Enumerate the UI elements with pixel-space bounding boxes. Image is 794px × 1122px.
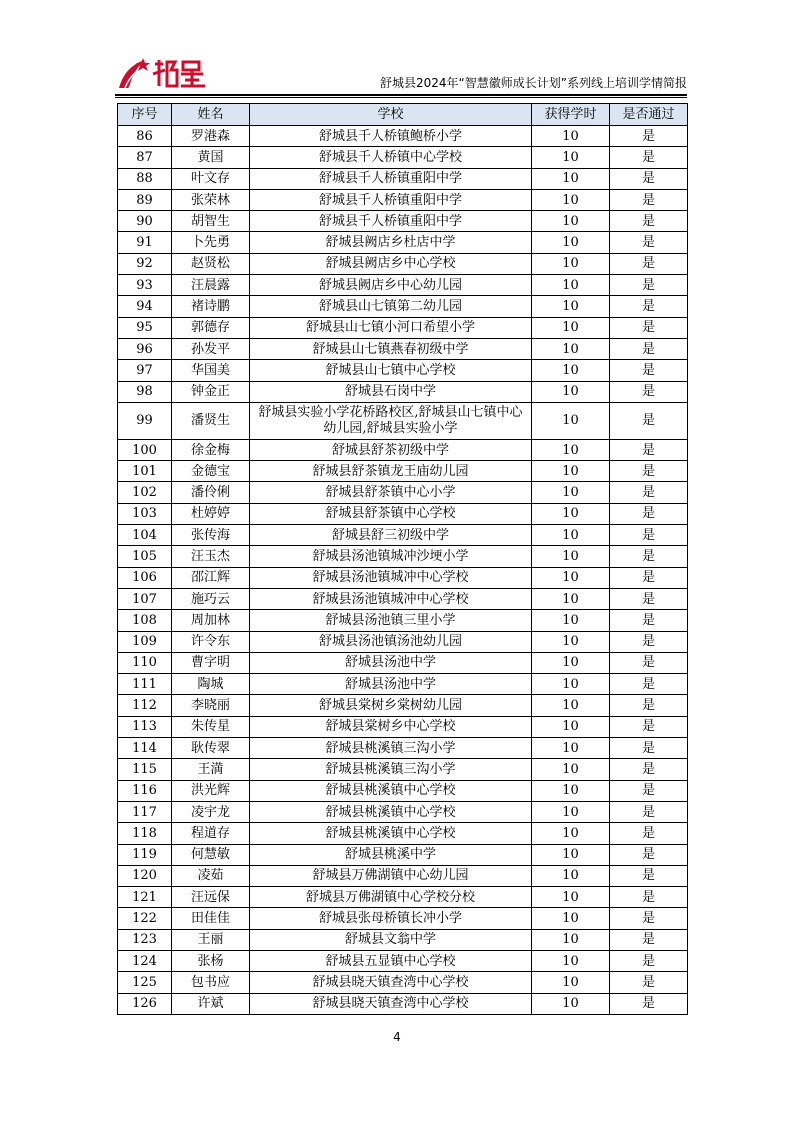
- cell-index: 121: [118, 887, 172, 908]
- cell-passed: 是: [610, 275, 688, 296]
- cell-name: 褚诗鹏: [172, 296, 250, 317]
- cell-name: 何慧敏: [172, 844, 250, 865]
- cell-index: 117: [118, 801, 172, 822]
- cell-index: 109: [118, 631, 172, 652]
- cell-passed: 是: [610, 546, 688, 567]
- cell-hours: 10: [532, 126, 610, 147]
- cell-school: 舒城县山七镇燕春初级中学: [250, 338, 532, 359]
- cell-hours: 10: [532, 439, 610, 460]
- table-row: [118, 439, 688, 460]
- cell-index: 112: [118, 695, 172, 716]
- table-row: [118, 950, 688, 971]
- cell-hours: 10: [532, 232, 610, 253]
- cell-index: 113: [118, 716, 172, 737]
- cell-passed: 是: [610, 844, 688, 865]
- cell-passed: 是: [610, 887, 688, 908]
- cell-name: 钟金正: [172, 381, 250, 402]
- cell-name: 徐金梅: [172, 439, 250, 460]
- table-body: [118, 126, 688, 1015]
- table-row: [118, 317, 688, 338]
- cell-index: 95: [118, 317, 172, 338]
- table-row: [118, 759, 688, 780]
- table-row: [118, 716, 688, 737]
- cell-school: 舒城县汤池中学: [250, 652, 532, 673]
- cell-index: 118: [118, 823, 172, 844]
- cell-hours: 10: [532, 929, 610, 950]
- cell-hours: 10: [532, 865, 610, 886]
- cell-index: 99: [118, 402, 172, 439]
- cell-index: 122: [118, 908, 172, 929]
- table-row: [118, 525, 688, 546]
- cell-school: 舒城县汤池镇汤池幼儿园: [250, 631, 532, 652]
- cell-index: 103: [118, 503, 172, 524]
- cell-hours: 10: [532, 588, 610, 609]
- cell-school: 舒城县实验小学花桥路校区,舒城县山七镇中心幼儿园,舒城县实验小学: [250, 402, 532, 439]
- cell-index: 120: [118, 865, 172, 886]
- report-title: 舒城县2024年“智慧徽师成长计划”系列线上培训学情简报: [380, 76, 687, 90]
- cell-hours: 10: [532, 317, 610, 338]
- cell-hours: 10: [532, 296, 610, 317]
- cell-index: 90: [118, 211, 172, 232]
- table-row: [118, 738, 688, 759]
- header-divider: [115, 94, 687, 96]
- cell-hours: 10: [532, 716, 610, 737]
- cell-school: 舒城县千人桥镇重阳中学: [250, 211, 532, 232]
- cell-hours: 10: [532, 253, 610, 274]
- cell-name: 王満: [172, 759, 250, 780]
- cell-school: 舒城县汤池镇城冲沙埂小学: [250, 546, 532, 567]
- table-row: [118, 381, 688, 402]
- cell-passed: 是: [610, 126, 688, 147]
- table-row: [118, 993, 688, 1014]
- cell-index: 102: [118, 482, 172, 503]
- cell-passed: 是: [610, 381, 688, 402]
- cell-school: 舒城县万佛湖镇中心学校分校: [250, 887, 532, 908]
- cell-hours: 10: [532, 972, 610, 993]
- cell-name: 张传海: [172, 525, 250, 546]
- cell-hours: 10: [532, 674, 610, 695]
- cell-hours: 10: [532, 482, 610, 503]
- cell-index: 94: [118, 296, 172, 317]
- cell-name: 周加林: [172, 610, 250, 631]
- cell-name: 李晓丽: [172, 695, 250, 716]
- table-row: [118, 929, 688, 950]
- cell-index: 101: [118, 461, 172, 482]
- table-row: [118, 232, 688, 253]
- cell-index: 86: [118, 126, 172, 147]
- cell-name: 黄国: [172, 147, 250, 168]
- table-row: [118, 610, 688, 631]
- cell-passed: 是: [610, 801, 688, 822]
- cell-school: 舒城县舒茶镇龙王庙幼儿园: [250, 461, 532, 482]
- table-row: [118, 168, 688, 189]
- cell-name: 罗港森: [172, 126, 250, 147]
- column-header-passed: 是否通过: [610, 104, 688, 126]
- cell-passed: 是: [610, 950, 688, 971]
- cell-passed: 是: [610, 652, 688, 673]
- cell-index: 89: [118, 189, 172, 210]
- cell-school: 舒城县舒茶镇中心学校: [250, 503, 532, 524]
- cell-hours: 10: [532, 695, 610, 716]
- cell-hours: 10: [532, 908, 610, 929]
- table-header-row: [118, 104, 688, 126]
- cell-school: 舒城县山七镇中心学校: [250, 360, 532, 381]
- table-row: [118, 482, 688, 503]
- cell-school: 舒城县桃溪镇三沟小学: [250, 738, 532, 759]
- cell-index: 93: [118, 275, 172, 296]
- cell-school: 舒城县山七镇第二幼儿园: [250, 296, 532, 317]
- page-number: 4: [393, 1030, 401, 1044]
- cell-school: 舒城县千人桥镇重阳中学: [250, 189, 532, 210]
- cell-school: 舒城县桃溪镇中心学校: [250, 801, 532, 822]
- table-row: [118, 801, 688, 822]
- cell-school: 舒城县桃溪镇中心学校: [250, 780, 532, 801]
- cell-school: 舒城县千人桥镇重阳中学: [250, 168, 532, 189]
- cell-index: 88: [118, 168, 172, 189]
- cell-school: 舒城县舒茶初级中学: [250, 439, 532, 460]
- header-divider-thin: [115, 97, 687, 98]
- cell-index: 96: [118, 338, 172, 359]
- cell-school: 舒城县晓天镇查湾中心学校: [250, 993, 532, 1014]
- cell-name: 潘伶俐: [172, 482, 250, 503]
- cell-school: 舒城县文翁中学: [250, 929, 532, 950]
- cell-name: 赵贤松: [172, 253, 250, 274]
- cell-name: 杜婷婷: [172, 503, 250, 524]
- cell-passed: 是: [610, 189, 688, 210]
- cell-index: 100: [118, 439, 172, 460]
- cell-passed: 是: [610, 993, 688, 1014]
- cell-passed: 是: [610, 296, 688, 317]
- cell-name: 凌茹: [172, 865, 250, 886]
- table-row: [118, 338, 688, 359]
- cell-school: 舒城县汤池镇三里小学: [250, 610, 532, 631]
- cell-school: 舒城县桃溪镇三沟小学: [250, 759, 532, 780]
- cell-hours: 10: [532, 631, 610, 652]
- cell-index: 110: [118, 652, 172, 673]
- cell-school: 舒城县千人桥镇鲍桥小学: [250, 126, 532, 147]
- table-row: [118, 211, 688, 232]
- cell-passed: 是: [610, 211, 688, 232]
- cell-passed: 是: [610, 567, 688, 588]
- cell-name: 田佳佳: [172, 908, 250, 929]
- cell-passed: 是: [610, 402, 688, 439]
- cell-name: 洪光辉: [172, 780, 250, 801]
- cell-name: 潘贤生: [172, 402, 250, 439]
- cell-passed: 是: [610, 360, 688, 381]
- chaoxing-logo: [115, 56, 211, 92]
- table-row: [118, 695, 688, 716]
- cell-hours: 10: [532, 461, 610, 482]
- cell-passed: 是: [610, 253, 688, 274]
- cell-index: 115: [118, 759, 172, 780]
- table-row: [118, 567, 688, 588]
- cell-hours: 10: [532, 338, 610, 359]
- table-row: [118, 360, 688, 381]
- table-row: [118, 461, 688, 482]
- cell-name: 许斌: [172, 993, 250, 1014]
- cell-passed: 是: [610, 908, 688, 929]
- cell-passed: 是: [610, 865, 688, 886]
- cell-passed: 是: [610, 823, 688, 844]
- table-row: [118, 780, 688, 801]
- table-row: [118, 972, 688, 993]
- cell-school: 舒城县山七镇小河口希望小学: [250, 317, 532, 338]
- cell-name: 汪晨露: [172, 275, 250, 296]
- column-header-hours: 获得学时: [532, 104, 610, 126]
- table-row: [118, 844, 688, 865]
- cell-name: 郭德存: [172, 317, 250, 338]
- cell-name: 胡智生: [172, 211, 250, 232]
- cell-index: 108: [118, 610, 172, 631]
- cell-name: 耿传翠: [172, 738, 250, 759]
- cell-school: 舒城县千人桥镇中心学校: [250, 147, 532, 168]
- cell-index: 123: [118, 929, 172, 950]
- table-row: [118, 588, 688, 609]
- cell-hours: 10: [532, 844, 610, 865]
- cell-hours: 10: [532, 503, 610, 524]
- cell-hours: 10: [532, 525, 610, 546]
- cell-name: 施巧云: [172, 588, 250, 609]
- cell-index: 126: [118, 993, 172, 1014]
- cell-hours: 10: [532, 211, 610, 232]
- table-row: [118, 887, 688, 908]
- cell-hours: 10: [532, 275, 610, 296]
- cell-passed: 是: [610, 738, 688, 759]
- cell-passed: 是: [610, 147, 688, 168]
- cell-name: 汪玉杰: [172, 546, 250, 567]
- cell-index: 106: [118, 567, 172, 588]
- column-header-school: 学校: [250, 104, 532, 126]
- table-row: [118, 674, 688, 695]
- cell-hours: 10: [532, 168, 610, 189]
- cell-name: 汪远保: [172, 887, 250, 908]
- cell-index: 116: [118, 780, 172, 801]
- cell-passed: 是: [610, 588, 688, 609]
- cell-name: 许令东: [172, 631, 250, 652]
- cell-hours: 10: [532, 738, 610, 759]
- cell-passed: 是: [610, 232, 688, 253]
- cell-index: 97: [118, 360, 172, 381]
- cell-hours: 10: [532, 147, 610, 168]
- table-row: [118, 631, 688, 652]
- cell-name: 张荣林: [172, 189, 250, 210]
- cell-name: 包书应: [172, 972, 250, 993]
- cell-school: 舒城县舒三初级中学: [250, 525, 532, 546]
- cell-passed: 是: [610, 674, 688, 695]
- cell-passed: 是: [610, 439, 688, 460]
- cell-school: 舒城县张母桥镇长冲小学: [250, 908, 532, 929]
- cell-name: 凌宇龙: [172, 801, 250, 822]
- cell-name: 张杨: [172, 950, 250, 971]
- table-row: [118, 296, 688, 317]
- cell-passed: 是: [610, 525, 688, 546]
- cell-index: 107: [118, 588, 172, 609]
- cell-school: 舒城县阙店乡中心幼儿园: [250, 275, 532, 296]
- cell-name: 叶文存: [172, 168, 250, 189]
- cell-hours: 10: [532, 360, 610, 381]
- cell-passed: 是: [610, 631, 688, 652]
- cell-name: 程道存: [172, 823, 250, 844]
- cell-passed: 是: [610, 929, 688, 950]
- page-header: [115, 56, 687, 96]
- cell-hours: 10: [532, 801, 610, 822]
- cell-hours: 10: [532, 887, 610, 908]
- cell-hours: 10: [532, 546, 610, 567]
- cell-school: 舒城县汤池中学: [250, 674, 532, 695]
- training-roster-table: [117, 103, 688, 1015]
- cell-passed: 是: [610, 482, 688, 503]
- cell-school: 舒城县桃溪镇中心学校: [250, 823, 532, 844]
- cell-index: 114: [118, 738, 172, 759]
- cell-hours: 10: [532, 993, 610, 1014]
- cell-passed: 是: [610, 610, 688, 631]
- cell-school: 舒城县桃溪中学: [250, 844, 532, 865]
- cell-name: 陶城: [172, 674, 250, 695]
- table-row: [118, 189, 688, 210]
- cell-passed: 是: [610, 461, 688, 482]
- cell-index: 91: [118, 232, 172, 253]
- cell-index: 98: [118, 381, 172, 402]
- cell-passed: 是: [610, 972, 688, 993]
- cell-hours: 10: [532, 402, 610, 439]
- cell-school: 舒城县舒茶镇中心小学: [250, 482, 532, 503]
- table-row: [118, 546, 688, 567]
- table-row: [118, 126, 688, 147]
- cell-school: 舒城县棠树乡棠树幼儿园: [250, 695, 532, 716]
- cell-hours: 10: [532, 189, 610, 210]
- table-row: [118, 865, 688, 886]
- cell-name: 卜先勇: [172, 232, 250, 253]
- cell-school: 舒城县晓天镇查湾中心学校: [250, 972, 532, 993]
- table-row: [118, 253, 688, 274]
- cell-hours: 10: [532, 610, 610, 631]
- cell-passed: 是: [610, 317, 688, 338]
- cell-name: 朱传星: [172, 716, 250, 737]
- table-row: [118, 908, 688, 929]
- cell-school: 舒城县汤池镇城冲中心学校: [250, 588, 532, 609]
- cell-index: 111: [118, 674, 172, 695]
- cell-school: 舒城县五显镇中心学校: [250, 950, 532, 971]
- cell-hours: 10: [532, 652, 610, 673]
- cell-index: 92: [118, 253, 172, 274]
- cell-hours: 10: [532, 567, 610, 588]
- cell-passed: 是: [610, 695, 688, 716]
- cell-hours: 10: [532, 381, 610, 402]
- cell-index: 104: [118, 525, 172, 546]
- cell-school: 舒城县阙店乡中心学校: [250, 253, 532, 274]
- table-row: [118, 402, 688, 439]
- cell-index: 105: [118, 546, 172, 567]
- cell-school: 舒城县棠树乡中心学校: [250, 716, 532, 737]
- cell-name: 孙发平: [172, 338, 250, 359]
- cell-passed: 是: [610, 168, 688, 189]
- cell-index: 125: [118, 972, 172, 993]
- cell-school: 舒城县阙店乡杜店中学: [250, 232, 532, 253]
- table-row: [118, 147, 688, 168]
- column-header-name: 姓名: [172, 104, 250, 126]
- table-row: [118, 503, 688, 524]
- cell-passed: 是: [610, 759, 688, 780]
- table-row: [118, 652, 688, 673]
- cell-passed: 是: [610, 780, 688, 801]
- cell-index: 119: [118, 844, 172, 865]
- cell-passed: 是: [610, 338, 688, 359]
- cell-school: 舒城县石岗中学: [250, 381, 532, 402]
- cell-school: 舒城县汤池镇城冲中心学校: [250, 567, 532, 588]
- cell-passed: 是: [610, 503, 688, 524]
- cell-hours: 10: [532, 823, 610, 844]
- cell-index: 124: [118, 950, 172, 971]
- cell-name: 华国美: [172, 360, 250, 381]
- cell-name: 金德宝: [172, 461, 250, 482]
- cell-hours: 10: [532, 759, 610, 780]
- table-row: [118, 275, 688, 296]
- table-row: [118, 823, 688, 844]
- cell-hours: 10: [532, 780, 610, 801]
- cell-index: 87: [118, 147, 172, 168]
- cell-name: 邵江辉: [172, 567, 250, 588]
- cell-name: 王丽: [172, 929, 250, 950]
- column-header-index: 序号: [118, 104, 172, 126]
- cell-hours: 10: [532, 950, 610, 971]
- cell-passed: 是: [610, 716, 688, 737]
- cell-name: 曹字明: [172, 652, 250, 673]
- cell-school: 舒城县万佛湖镇中心幼儿园: [250, 865, 532, 886]
